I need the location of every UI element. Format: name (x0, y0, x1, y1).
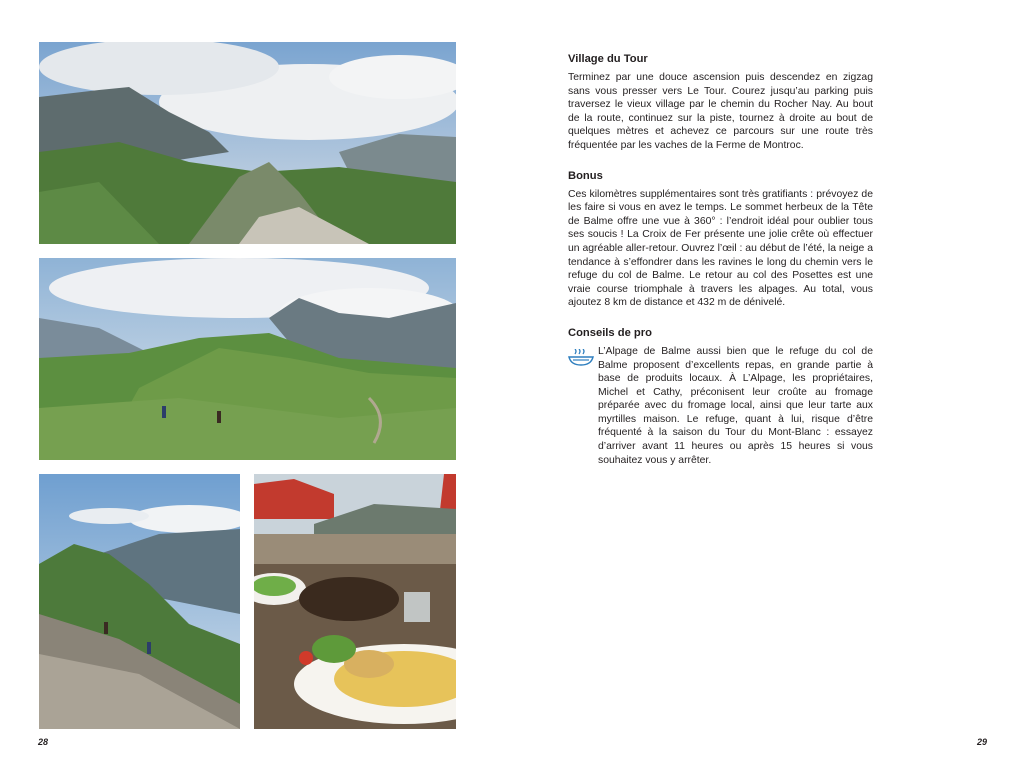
section-title: Conseils de pro (568, 326, 652, 339)
mountain-meal-photo (254, 474, 456, 729)
page-number-left: 28 (38, 737, 49, 747)
section-village (568, 52, 873, 153)
section-title: Village du Tour (568, 53, 648, 65)
page-number-right: 29 (977, 737, 988, 747)
text-column (568, 52, 873, 467)
section-title: Bonus (568, 169, 603, 182)
section-body: Terminez par une douce ascension puis descendez en zigzag sans vous presser vers Le Tour. Courez jusqu’au parking puis traversez le vieux village par le chemin du Rocher Nay. Au bout de la route, continuez sur la piste, tournez à droite au bout de quelques mètres et achevez ce parcours sur une route très fréquentée par les vaches de la Ferme de Montroc. (568, 72, 873, 151)
section-bonus (568, 169, 873, 310)
steep-trail-photo (39, 474, 240, 729)
hot-dish-icon (568, 345, 598, 467)
section-body: L’Alpage de Balme aussi bien que le refuge du col de Balme proposent d’excellents repas, en grande partie à base de produits locaux. À L’Alpage, les propriétaires, Michel et Cathy, préconisent leur croûte au fromage préparée avec du fromage local, ainsi que leur tarte aux myrtilles maison. Le refuge, quant à lui, risque d’être fréquenté à la saison du Tour du Mont-Blanc : essayez d’arriver avant 11 heures ou après 15 heures si vous souhaitez vous y arrêter. (598, 345, 873, 466)
section-body: Ces kilomètres supplémentaires sont très gratifiants : prévoyez de les faire si vous en avez le temps. Le sommet herbeux de la Tête de Balme offre une vue à 360° : l’endroit idéal pour oublier tous ses soucis ! La Croix de Fer présente une jolie crête où effectuer un agréable aller-retour. Ouvrez l’œil : au début de l’été, la neige a tendance à s’effondrer dans les ravines le long du chemin vers le refuge du col de Balme. Le retour au col des Posettes est une vraie course triomphale à travers les alpages. Au total, vous ajoutez 8 km de distance et 432 m de dénivelé. (568, 188, 873, 309)
alpine-ridge-photo (39, 42, 456, 244)
tip-block (568, 345, 873, 467)
section-conseils (568, 326, 873, 467)
valley-hikers-photo (39, 258, 456, 460)
